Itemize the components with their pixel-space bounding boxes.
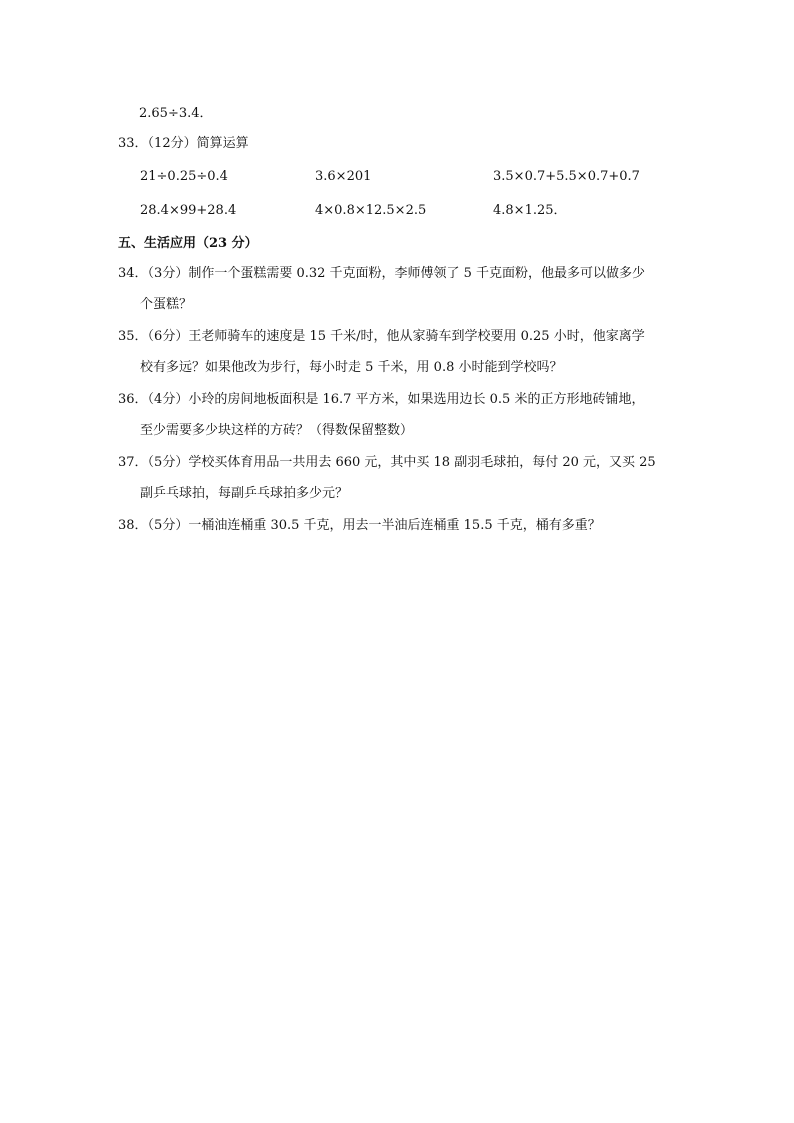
- q38-line-1: 38．（5分）一桶油连桶重 30.5 千克，用去一半油后连桶重 15.5 千克，桶有多重？: [118, 518, 601, 533]
- q33-expr-1: 21÷0.25÷0.4: [140, 169, 228, 184]
- q35-line-1: 35．（6分）王老师骑车的速度是 15 千米/时，他从家骑车到学校要用 0.25 小时，他家离学: [118, 329, 645, 344]
- q34-line-1: 34．（3分）制作一个蛋糕需要 0.32 千克面粉，李师傅领了 5 千克面粉，他最多可以做多少: [118, 266, 646, 281]
- q33-header: 33．（12分）简算运算: [118, 136, 249, 151]
- q33-expr-4: 28.4×99+28.4: [140, 203, 237, 218]
- q33-expr-3: 3.5×0.7+5.5×0.7+0.7: [493, 169, 640, 184]
- q34-line-2: 个蛋糕？: [140, 297, 193, 312]
- prev-question-tail: 2.65÷3.4．: [139, 106, 213, 121]
- q37-line-2: 副乒乓球拍，每副乒乓球拍多少元？: [140, 486, 349, 501]
- q36-line-2: 至少需要多少块这样的方砖？（得数保留整数）: [140, 423, 414, 438]
- q33-expr-5: 4×0.8×12.5×2.5: [315, 203, 427, 218]
- section-5-title: 五、生活应用（23 分）: [118, 236, 258, 251]
- q36-line-1: 36．（4分）小玲的房间地板面积是 16.7 平方米，如果选用边长 0.5 米的正方形地砖铺地，: [118, 392, 645, 407]
- q37-line-1: 37．（5分）学校买体育用品一共用去 660 元，其中买 18 副羽毛球拍，每付 20 元，又买 25: [118, 455, 656, 470]
- q33-expr-6: 4.8×1.25．: [493, 203, 567, 218]
- q33-expr-2: 3.6×201: [315, 169, 372, 184]
- q35-line-2: 校有多远？如果他改为步行，每小时走 5 千米，用 0.8 小时能到学校吗？: [140, 360, 563, 375]
